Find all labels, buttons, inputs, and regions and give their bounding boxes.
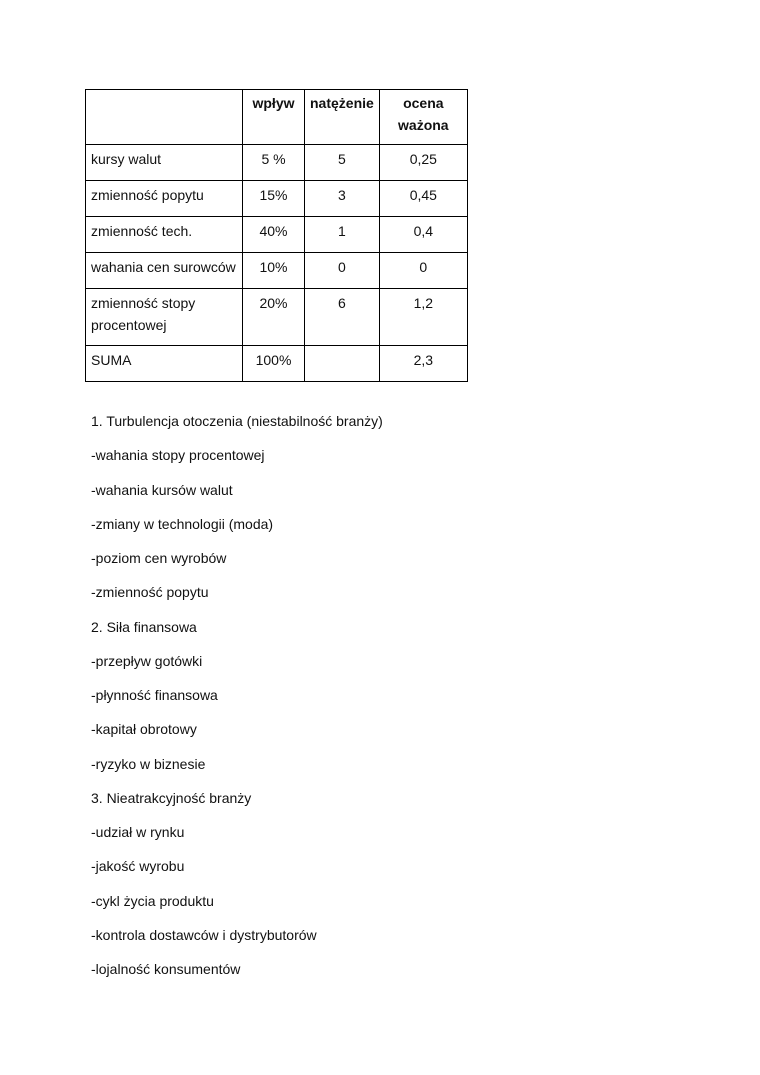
list-item: -jakość wyrobu — [91, 858, 185, 875]
table-row — [86, 145, 468, 181]
list-item: -zmiany w technologii (moda) — [91, 515, 274, 532]
table-row — [86, 253, 468, 289]
cell-factor: zmienność popytu — [86, 181, 243, 217]
table-row — [86, 289, 468, 346]
list-item: -przepływ gotówki — [91, 652, 203, 669]
header-cell-natezenie: natężenie — [305, 90, 380, 145]
table-row — [86, 217, 468, 253]
cell-wplyw: 20% — [243, 289, 305, 346]
cell-factor: zmienność tech. — [86, 217, 243, 253]
list-item: -płynność finansowa — [91, 687, 218, 703]
cell-natezenie: 3 — [305, 181, 380, 217]
cell-ocena: 1,2 — [379, 289, 467, 346]
cell-natezenie: 1 — [305, 217, 380, 253]
cell-ocena: 0 — [379, 253, 467, 289]
cell-natezenie — [305, 346, 380, 382]
table-row — [86, 181, 468, 217]
list-item: -wahania kursów walut — [91, 481, 233, 498]
cell-wplyw: 40% — [243, 217, 305, 253]
header-cell-ocena-wazona: ocena ważona — [379, 90, 467, 145]
list-item: -poziom cen wyrobów — [91, 550, 227, 566]
list-item: -zmienność popytu — [91, 584, 209, 601]
cell-wplyw: 5 % — [243, 145, 305, 181]
list-item: -kontrola dostawców i dystrybutorów — [91, 926, 317, 943]
list-heading: 3. Nieatrakcyjność branży — [91, 789, 252, 806]
factors-table — [85, 89, 468, 382]
factor-list — [91, 410, 383, 992]
cell-ocena: 0,4 — [379, 217, 467, 253]
cell-natezenie: 6 — [305, 289, 380, 346]
list-item: -wahania stopy procentowej — [91, 447, 265, 464]
list-item: -udział w rynku — [91, 824, 185, 840]
cell-ocena: 2,3 — [379, 346, 467, 382]
table-header-row — [86, 90, 468, 145]
list-heading: 2. Siła finansowa — [91, 618, 197, 635]
cell-natezenie: 0 — [305, 253, 380, 289]
cell-factor: zmienność stopy procentowej — [86, 289, 243, 346]
cell-factor: SUMA — [86, 346, 243, 382]
cell-wplyw: 100% — [243, 346, 305, 382]
cell-factor: kursy walut — [86, 145, 243, 181]
list-item: -lojalność konsumentów — [91, 961, 241, 977]
list-item: -cykl życia produktu — [91, 892, 214, 909]
cell-wplyw: 15% — [243, 181, 305, 217]
cell-natezenie: 5 — [305, 145, 380, 181]
list-item: -kapitał obrotowy — [91, 721, 197, 738]
table-row-sum — [86, 346, 468, 382]
cell-factor: wahania cen surowców — [86, 253, 243, 289]
list-item: -ryzyko w biznesie — [91, 755, 206, 772]
header-cell-empty — [86, 90, 243, 145]
list-heading: 1. Turbulencja otoczenia (niestabilność branży) — [91, 413, 383, 429]
cell-ocena: 0,45 — [379, 181, 467, 217]
cell-wplyw: 10% — [243, 253, 305, 289]
header-cell-wplyw: wpływ — [243, 90, 305, 145]
cell-ocena: 0,25 — [379, 145, 467, 181]
